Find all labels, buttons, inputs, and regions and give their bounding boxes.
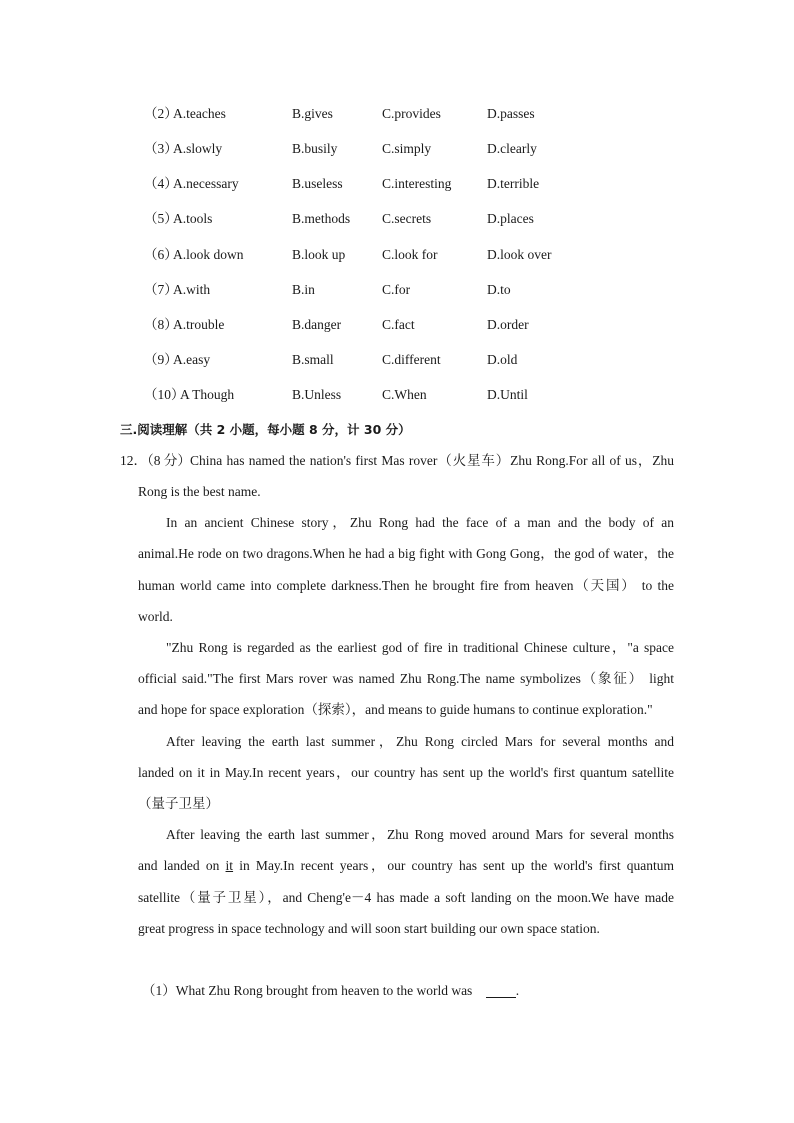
option-a: A.slowly <box>173 141 223 156</box>
option-d: D.places <box>487 211 534 226</box>
option-number: （2） <box>144 106 178 121</box>
option-b: B.methods <box>292 211 351 226</box>
option-number: （8） <box>144 317 178 332</box>
sub-question-text: （1）What Zhu Rong brought from heaven to the world was <box>142 983 473 998</box>
question-number: 12．（8 分） <box>120 453 191 468</box>
option-d: D.look over <box>487 247 552 262</box>
option-d: D.passes <box>487 106 535 121</box>
section-title: 三.阅读理解（共 2 小题，每小题 8 分，计 30 分） <box>120 422 411 437</box>
option-c: C.look for <box>382 247 438 262</box>
option-b: B.useless <box>292 176 343 191</box>
passage-line: and hope for space exploration（探索），and means to guide humans to continue exploration." <box>138 702 653 717</box>
answer-blank[interactable] <box>486 983 516 998</box>
option-d: D.order <box>487 317 529 332</box>
option-a: A.trouble <box>173 317 225 332</box>
option-c: C.for <box>382 282 411 297</box>
passage-line: （量子卫星） <box>138 796 219 811</box>
option-a: A.look down <box>173 247 244 262</box>
option-c: C.provides <box>382 106 441 121</box>
option-b: B.look up <box>292 247 346 262</box>
option-d: D.old <box>487 352 518 367</box>
option-number: （9） <box>144 352 178 367</box>
passage-line: animal.He rode on two dragons.When he had a big fight with Gong Gong，the god of water，the <box>138 546 674 561</box>
option-b: B.busily <box>292 141 338 156</box>
passage-line: After leaving the earth last summer，Zhu Rong moved around Mars for several months <box>166 827 674 842</box>
passage-line: great progress in space technology and will soon start building our own space station. <box>138 921 600 936</box>
question-intro-line: China has named the nation's first Mas rover（火星车）Zhu Rong.For all of us，Zhu <box>190 453 674 468</box>
passage-text: and landed on <box>138 858 226 873</box>
passage-line: official said."The first Mars rover was named Zhu Rong.The name symbolizes（象征） light <box>138 671 674 686</box>
option-c: C.different <box>382 352 441 367</box>
option-b: B.gives <box>292 106 333 121</box>
passage-line: satellite（量子卫星），and Cheng'e－4 has made a soft landing on the moon.We have made <box>138 890 674 905</box>
option-c: C.secrets <box>382 211 432 226</box>
option-b: B.in <box>292 282 315 297</box>
option-number: （5） <box>144 211 178 226</box>
passage-line <box>138 855 674 877</box>
passage-line: landed on it in May.In recent years，our country has sent up the world's first quantum satellite <box>138 765 674 780</box>
sub-question-end: . <box>515 983 520 998</box>
option-c: C.interesting <box>382 176 452 191</box>
option-b: B.Unless <box>292 387 342 402</box>
passage-line: After leaving the earth last summer，Zhu Rong circled Mars for several months and <box>166 734 674 749</box>
passage-line: In an ancient Chinese story，Zhu Rong had the face of a man and the body of an <box>166 515 674 530</box>
passage-line: world. <box>138 609 173 624</box>
option-a: A.teaches <box>173 106 226 121</box>
option-a: A.easy <box>173 352 211 367</box>
option-c: C.fact <box>382 317 415 332</box>
option-b: B.small <box>292 352 334 367</box>
option-b: B.danger <box>292 317 342 332</box>
option-a: A Though <box>180 387 235 402</box>
underlined-word: it <box>225 858 234 873</box>
option-c: C.simply <box>382 141 432 156</box>
option-c: C.When <box>382 387 427 402</box>
option-d: D.clearly <box>487 141 537 156</box>
passage-line: human world came into complete darkness.Then he brought fire from heaven（天国） to the <box>138 578 674 593</box>
passage-text: in May.In recent years，our country has sent up the world's first quantum <box>233 858 674 873</box>
option-number: （7） <box>144 282 178 297</box>
question-intro-line: Rong is the best name. <box>138 484 261 499</box>
option-a: A.tools <box>173 211 213 226</box>
passage-line: "Zhu Rong is regarded as the earliest god of fire in traditional Chinese culture，"a space <box>166 640 674 655</box>
option-d: D.to <box>487 282 511 297</box>
sub-question-1 <box>142 980 678 1002</box>
option-number: （4） <box>144 176 178 191</box>
option-d: D.terrible <box>487 176 540 191</box>
option-a: A.necessary <box>173 176 239 191</box>
option-d: D.Until <box>487 387 528 402</box>
option-a: A.with <box>173 282 211 297</box>
option-number: （3） <box>144 141 178 156</box>
option-number: （10） <box>144 387 185 402</box>
option-number: （6） <box>144 247 178 262</box>
